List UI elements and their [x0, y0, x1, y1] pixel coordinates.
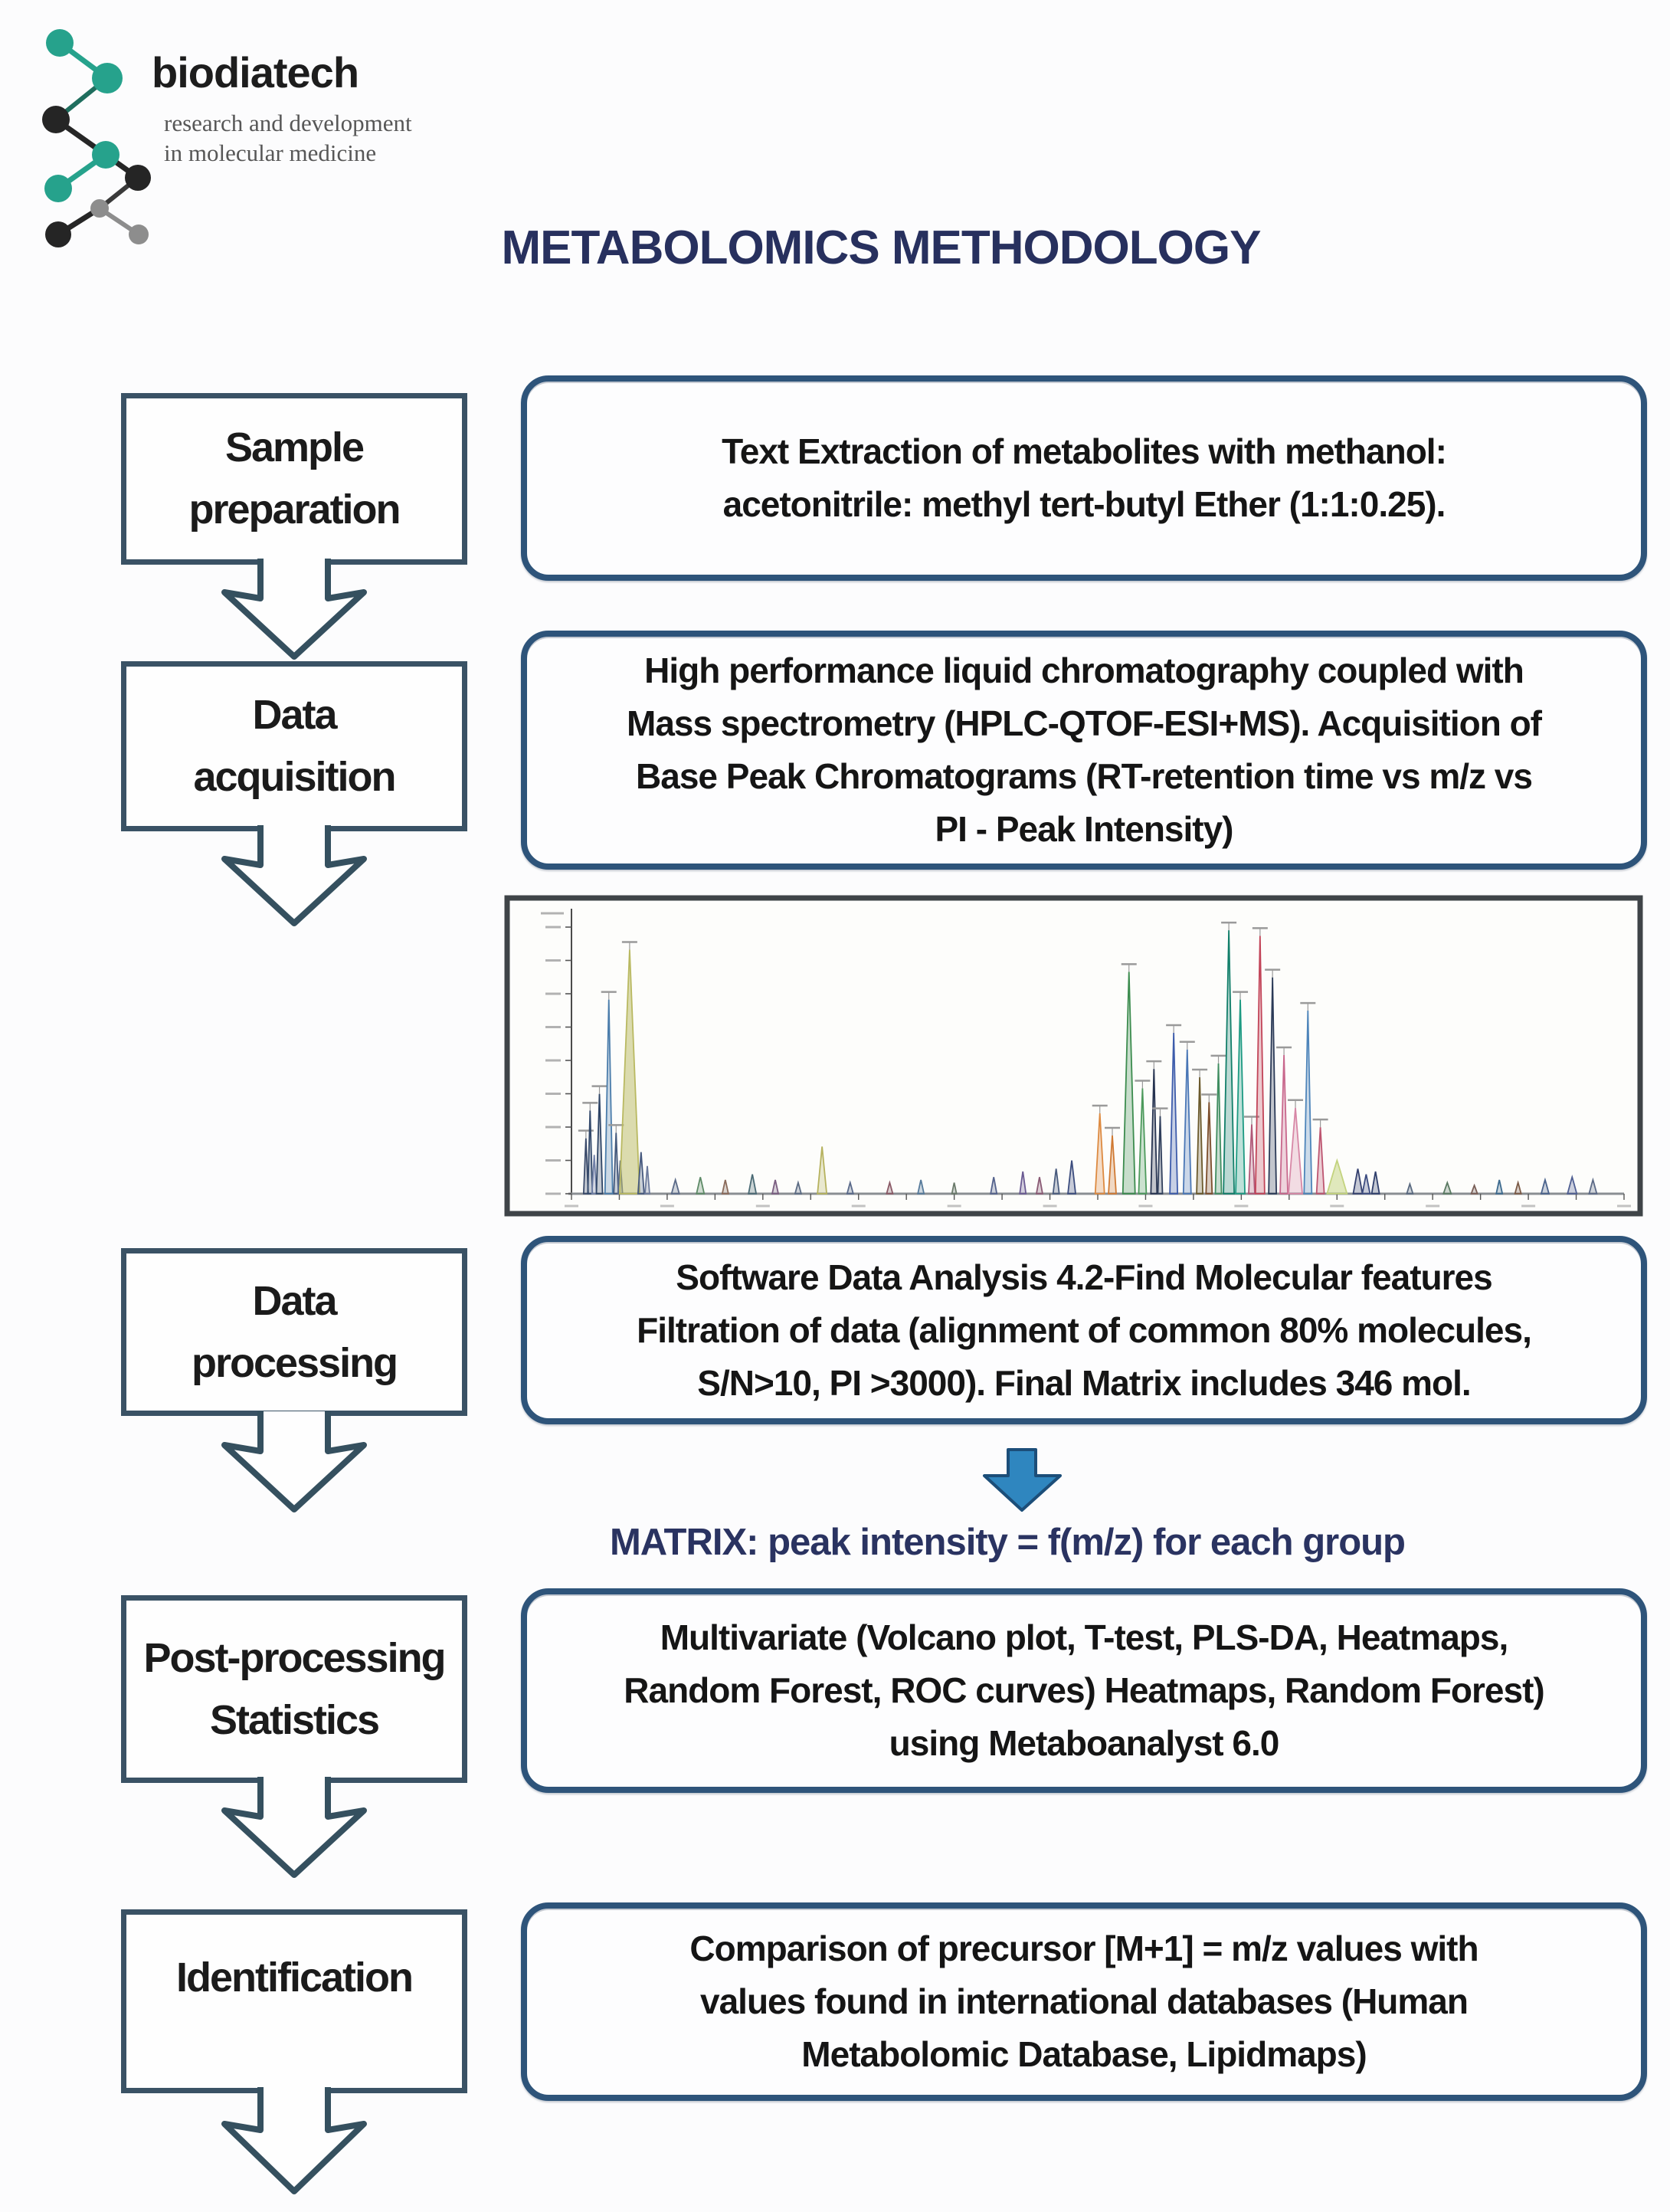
step-box-data-acquisition — [121, 661, 467, 831]
desc-box-identification — [521, 1902, 1647, 2101]
step-label-line: Statistics — [209, 1696, 379, 1743]
step-label-line: acquisition — [193, 754, 395, 800]
logo-tagline-line2: in molecular medicine — [164, 139, 377, 166]
logo-molecule-icon — [14, 11, 167, 248]
logo-tagline-line1: research and development — [164, 110, 412, 136]
step-label-line: Sample — [224, 424, 364, 470]
step-box-post-processing — [121, 1595, 467, 1783]
step-box-sample-preparation — [121, 393, 467, 565]
desc-line: acetonitrile: methyl tert-butyl Ether (1:1:0.25). — [722, 484, 1446, 524]
desc-line: Multivariate (Volcano plot, T-test, PLS-DA, Heatmaps, — [660, 1617, 1508, 1657]
step-box-identification — [121, 1909, 467, 2093]
down-arrow — [221, 2087, 367, 2194]
matrix-note: MATRIX: peak intensity = f(m/z) for each group — [609, 1522, 1405, 1563]
step-label-line: preparation — [188, 487, 400, 533]
desc-box-data-acquisition — [521, 631, 1647, 870]
desc-box-post-processing — [521, 1588, 1647, 1793]
desc-line: Metabolomic Database, Lipidmaps) — [801, 2034, 1367, 2074]
desc-line: using Metaboanalyst 6.0 — [889, 1723, 1279, 1763]
down-arrow — [221, 1777, 367, 1878]
desc-line: Base Peak Chromatograms (RT-retention time vs m/z vs — [636, 756, 1532, 796]
desc-line: Comparison of precursor [M+1] = m/z values with — [689, 1929, 1478, 1968]
step-label-line: processing — [191, 1339, 398, 1386]
desc-line: values found in international databases (Human — [700, 1981, 1468, 2021]
down-arrow — [221, 1411, 367, 1512]
desc-line: Text Extraction of metabolites with methanol: — [722, 431, 1446, 471]
logo — [14, 11, 504, 241]
logo-tagline — [164, 109, 412, 169]
chromatogram-plot — [504, 895, 1643, 1218]
chromatogram-figure — [504, 895, 1643, 1218]
desc-line: Mass spectrometry (HPLC-QTOF-ESI+MS). Acquisition of — [627, 703, 1541, 743]
desc-line: Filtration of data (alignment of common 80% molecules, — [637, 1309, 1531, 1350]
step-label-line: Post-processing — [143, 1634, 445, 1681]
step-label-line: Identification — [176, 1955, 412, 2001]
page-title: METABOLOMICS METHODOLOGY — [501, 221, 1261, 274]
step-box-data-processing — [121, 1248, 467, 1416]
logo-brand: biodiatech — [152, 48, 359, 97]
desc-line: Software Data Analysis 4.2-Find Molecular features — [676, 1257, 1492, 1297]
step-label-line: Data — [252, 1277, 336, 1324]
desc-line: High performance liquid chromatography coupled with — [644, 650, 1524, 690]
desc-box-data-processing — [521, 1236, 1647, 1424]
blue-down-arrow — [982, 1448, 1063, 1512]
desc-box-sample-preparation — [521, 375, 1647, 581]
down-arrow — [221, 825, 367, 926]
desc-line: Random Forest, ROC curves) Heatmaps, Random Forest) — [624, 1670, 1544, 1710]
down-arrow — [221, 559, 367, 660]
desc-line: S/N>10, PI >3000). Final Matrix includes 346 mol. — [697, 1362, 1471, 1403]
step-label-line: Data — [252, 692, 336, 738]
desc-line: PI - Peak Intensity) — [935, 809, 1233, 849]
